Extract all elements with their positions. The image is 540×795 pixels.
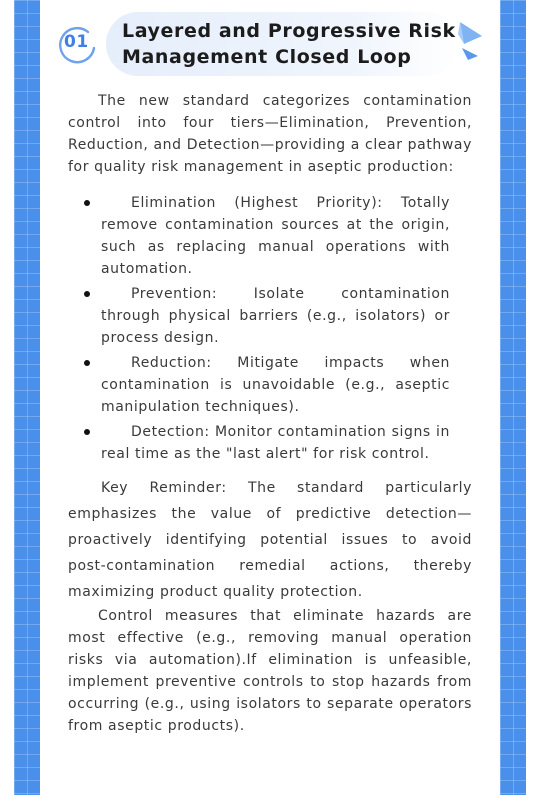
intro-paragraph: The new standard categorizes contamination control into four tiers—Elimination, Prevention, Reduction, and Detection—providing a clear pathway for quality risk management in aseptic production:	[68, 93, 472, 175]
list-item	[68, 192, 450, 280]
left-decorative-strip	[14, 0, 40, 795]
list-item	[68, 421, 450, 465]
section-title: Layered and Progressive Risk Management Closed Loop	[122, 20, 456, 68]
list-item-text: Elimination (Highest Priority): Totally remove contamination sources at the origin, such as replacing manual operations with automation.	[101, 195, 450, 277]
bullet-dot-icon	[84, 200, 90, 206]
list-item-text: Detection: Monitor contamination signs in real time as the "last alert" for risk control.	[101, 424, 450, 462]
key-reminder-paragraph: Key Reminder: The standard particularly emphasizes the value of predictive detection—proactively identifying potential issues to avoid post-contamination remedial actions, thereby maximizing product quality protection.	[68, 480, 472, 600]
list-item-text: Reduction: Mitigate impacts when contamination is unavoidable (e.g., aseptic manipulation techniques).	[101, 355, 450, 415]
right-decorative-strip	[500, 0, 526, 795]
list-item	[68, 283, 450, 349]
bullet-dot-icon	[84, 429, 90, 435]
bullet-dot-icon	[84, 291, 90, 297]
section-number: 01	[64, 32, 89, 52]
triangle-decoration-icon	[456, 20, 486, 66]
closing-paragraph: Control measures that eliminate hazards are most effective (e.g., removing manual operation risks via automation).If elimination is unfeasible, implement preventive controls to stop hazards from occurring (e.g., using isolators to separate operators from aseptic products).	[68, 608, 472, 734]
section-header	[56, 10, 486, 80]
bullet-dot-icon	[84, 360, 90, 366]
tier-list	[68, 192, 472, 465]
list-item	[68, 352, 450, 418]
article-body	[68, 90, 472, 737]
list-item-text: Prevention: Isolate contamination through physical barriers (e.g., isolators) or process design.	[101, 286, 450, 346]
title-box	[106, 12, 458, 76]
